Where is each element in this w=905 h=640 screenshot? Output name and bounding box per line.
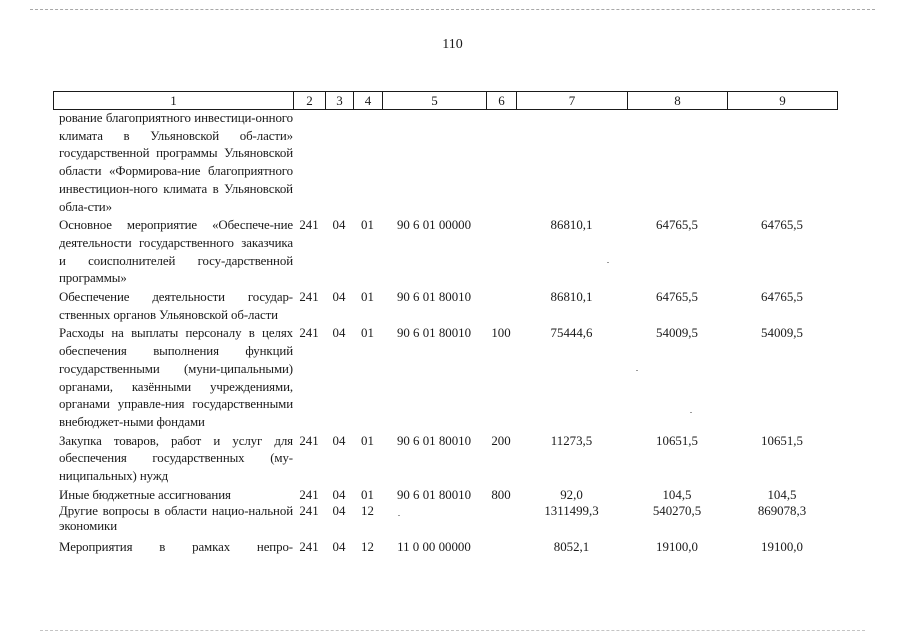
- expense-type: 800: [491, 487, 511, 502]
- section-code: 04: [332, 487, 346, 502]
- ministry-code: 241: [299, 487, 319, 502]
- amount-col7: 11273,5: [550, 433, 593, 448]
- column-number-1: 1: [54, 92, 294, 110]
- column-number-3: 3: [326, 92, 354, 110]
- row-description: рование благоприятного инвестици-онного климата в Ульяновской об-ласти» государственной программы Ульяновской области «Формирова-ние благоприятного инвестицион-ного климата в Ульяновской обла-сти»: [59, 111, 293, 214]
- section-code: 04: [332, 326, 346, 341]
- budget-table-body: [53, 110, 837, 557]
- ministry-code: 241: [299, 326, 319, 341]
- subsection-code: 01: [361, 218, 374, 233]
- amount-col9: 10651,5: [761, 433, 803, 448]
- amount-col9: 64765,5: [761, 290, 803, 305]
- target-article: 90 6 01 80010: [396, 326, 472, 341]
- column-header-table: [53, 91, 838, 110]
- expense-type: 100: [491, 326, 511, 341]
- expense-type: 200: [491, 433, 511, 448]
- scan-speck: [398, 515, 400, 516]
- subsection-code: 01: [361, 487, 374, 502]
- subsection-code: 01: [361, 326, 374, 341]
- ministry-code: 241: [299, 218, 319, 233]
- section-code: 04: [332, 218, 346, 233]
- table-row: [53, 433, 837, 486]
- scan-edge-top: [30, 9, 875, 10]
- column-number-8: 8: [628, 92, 728, 110]
- amount-col7: 8052,1: [553, 540, 590, 555]
- section-code: 04: [332, 433, 346, 448]
- amount-col7: 75444,6: [550, 326, 593, 341]
- amount-col9: 19100,0: [761, 540, 803, 555]
- row-description: Мероприятия в рамках непро-: [59, 540, 293, 555]
- target-article: 90 6 01 80010: [396, 487, 472, 502]
- amount-col8: 540270,5: [652, 504, 702, 519]
- section-code: 04: [332, 504, 346, 519]
- table-row: [53, 110, 837, 216]
- row-description: Расходы на выплаты персоналу в целях обеспечения выполнения функций государственными (муни-ципальными) органами, казёнными учреждениями, органами управле-ния государственными внебюджет-ными фондами: [59, 326, 293, 429]
- subsection-code: 01: [361, 433, 374, 448]
- scan-speck: [607, 262, 609, 263]
- target-article: 90 6 01 00000: [396, 218, 472, 233]
- target-article: 90 6 01 80010: [396, 433, 472, 448]
- ministry-code: 241: [299, 290, 319, 305]
- amount-col8: 19100,0: [656, 540, 698, 555]
- row-description: Основное мероприятие «Обеспече-ние деятельности государственного заказчика и соисполнителей госу-дарственной программы»: [59, 218, 293, 286]
- row-description: Обеспечение деятельности государ-ственных органов Ульяновской об-ласти: [59, 290, 293, 322]
- amount-col8: 54009,5: [656, 326, 698, 341]
- amount-col9: 869078,3: [757, 504, 807, 519]
- column-number-4: 4: [354, 92, 383, 110]
- row-description: Иные бюджетные ассигнования: [59, 487, 231, 502]
- amount-col7: 1311499,3: [544, 504, 599, 519]
- ministry-code: 241: [299, 540, 319, 555]
- amount-col7: 92,0: [560, 487, 583, 502]
- column-number-6: 6: [487, 92, 517, 110]
- scan-edge-bottom: [40, 630, 865, 631]
- subsection-code: 01: [361, 290, 374, 305]
- subsection-code: 12: [361, 540, 374, 555]
- row-description: Другие вопросы в области нацио-нальной экономики: [59, 504, 293, 534]
- section-code: 04: [332, 540, 346, 555]
- table-row: [53, 504, 837, 534]
- scan-speck: [636, 370, 638, 371]
- amount-col9: 54009,5: [761, 326, 803, 341]
- amount-col7: 86810,1: [550, 218, 593, 233]
- table-row: [53, 539, 837, 557]
- amount-col8: 10651,5: [656, 433, 698, 448]
- amount-col7: 86810,1: [550, 290, 593, 305]
- table-row: [53, 487, 837, 505]
- amount-col9: 64765,5: [761, 218, 803, 233]
- section-code: 04: [332, 290, 346, 305]
- page-number: 110: [442, 37, 463, 52]
- table-row: [53, 217, 837, 288]
- ministry-code: 241: [299, 504, 319, 519]
- amount-col8: 64765,5: [656, 290, 698, 305]
- table-row: [53, 289, 837, 324]
- amount-col8: 64765,5: [656, 218, 698, 233]
- column-number-7: 7: [517, 92, 628, 110]
- row-description: Закупка товаров, работ и услуг для обеспечения государственных (му-ниципальных) нужд: [59, 433, 293, 484]
- amount-col9: 104,5: [767, 487, 797, 502]
- scan-speck: [690, 412, 692, 413]
- target-article: 90 6 01 80010: [396, 290, 472, 305]
- amount-col8: 104,5: [662, 487, 692, 502]
- ministry-code: 241: [299, 433, 319, 448]
- subsection-code: 12: [361, 504, 374, 519]
- table-row: [53, 325, 837, 431]
- target-article: 11 0 00 00000: [397, 540, 471, 555]
- column-header-row: [54, 92, 838, 110]
- column-number-2: 2: [294, 92, 326, 110]
- column-number-5: 5: [383, 92, 487, 110]
- column-number-9: 9: [728, 92, 838, 110]
